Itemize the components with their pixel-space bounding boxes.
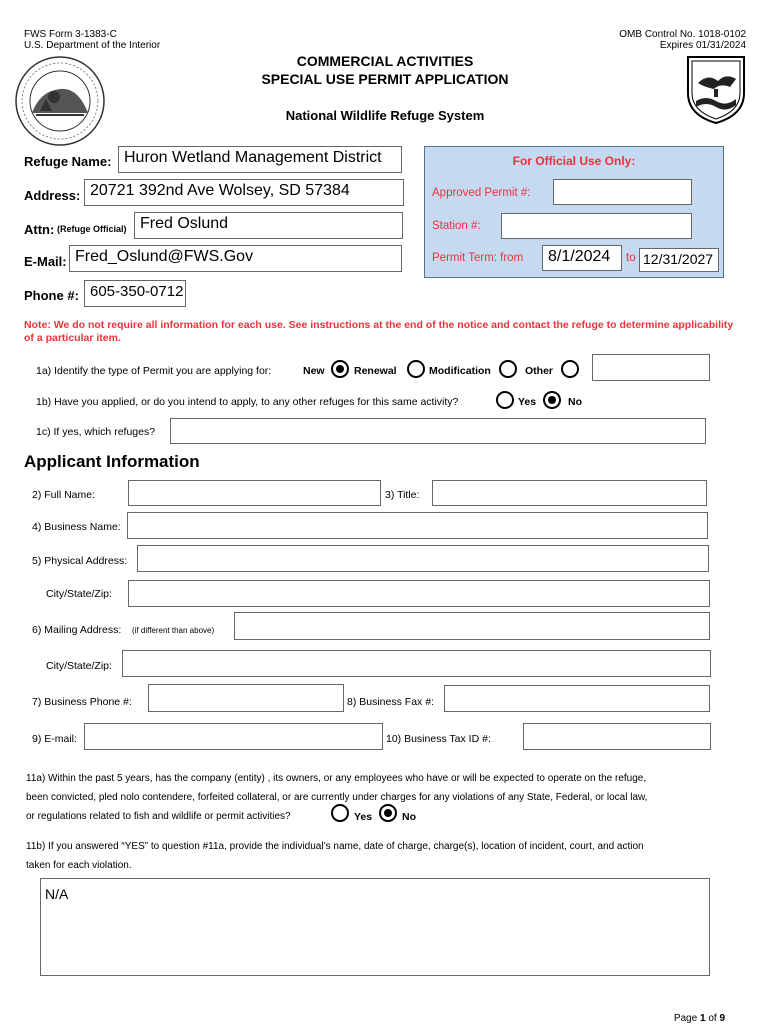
tax-id-label: 10) Business Tax ID #: <box>386 733 491 745</box>
refuge-name-input[interactable] <box>118 146 402 173</box>
instructions-note: Note: We do not require all information for each use. See instructions at the end of the notice and contact the refuge to determine applicability of a particular item. <box>24 319 734 344</box>
full-name-input[interactable] <box>128 480 381 506</box>
q1b-label: 1b) Have you applied, or do you intend to apply, to any other refuges for this same activity? <box>36 396 459 408</box>
email-value: Fred_Oslund@FWS.Gov <box>75 248 254 265</box>
phone-value: 605-350-0712 <box>90 283 184 300</box>
mailing-city-label: City/State/Zip: <box>46 660 112 672</box>
station-input[interactable] <box>501 213 692 239</box>
form-subtitle: National Wildlife Refuge System <box>285 108 485 123</box>
business-email-label: 9) E-mail: <box>32 733 77 745</box>
q11a-line2: been convicted, pled nolo contendere, forfeited collateral, or are currently under charges for any violations of any State, Federal, or local law, <box>26 792 648 803</box>
q1a-other-input[interactable] <box>592 354 710 381</box>
phone-label: Phone #: <box>24 288 79 303</box>
mailing-address-note: (if different than above) <box>132 626 215 635</box>
approved-permit-label: Approved Permit #: <box>432 187 531 199</box>
refuge-name-value: Huron Wetland Management District <box>124 149 382 166</box>
full-name-label: 2) Full Name: <box>32 489 96 501</box>
address-value: 20721 392nd Ave Wolsey, SD 57384 <box>90 182 350 199</box>
business-phone-label: 7) Business Phone #: <box>32 696 132 708</box>
mailing-address-label: 6) Mailing Address: <box>32 624 122 636</box>
q11a-no-label: No <box>402 811 416 823</box>
department-name: U.S. Department of the Interior <box>24 40 161 51</box>
refuge-name-label: Refuge Name: <box>24 154 112 169</box>
form-title-line2: SPECIAL USE PERMIT APPLICATION <box>261 71 509 87</box>
q1b-radio-no[interactable] <box>543 391 561 409</box>
title-input[interactable] <box>432 480 707 506</box>
physical-city-input[interactable] <box>128 580 710 607</box>
q1b-yes-label: Yes <box>518 396 537 408</box>
attn-value: Fred Oslund <box>140 215 229 232</box>
permit-term-to-label: to <box>626 252 636 264</box>
business-phone-input[interactable] <box>148 684 344 712</box>
physical-address-input[interactable] <box>137 545 709 572</box>
permit-term-from: 8/1/2024 <box>548 248 611 265</box>
q11b-details-textarea[interactable] <box>40 878 710 976</box>
station-label: Station #: <box>432 220 481 232</box>
business-name-input[interactable] <box>127 512 708 539</box>
permit-term-label: Permit Term: from <box>432 252 524 264</box>
q11a-radio-no[interactable] <box>379 804 397 822</box>
attn-sublabel: (Refuge Official) <box>57 224 127 234</box>
address-input[interactable] <box>84 179 404 206</box>
official-use-box <box>424 146 724 278</box>
title-label: 3) Title: <box>385 489 420 501</box>
q1a-radio-modification[interactable] <box>499 360 517 378</box>
permit-term-to-input[interactable] <box>639 248 719 272</box>
q11b-details-value: N/A <box>45 886 69 902</box>
attn-input[interactable] <box>134 212 403 239</box>
physical-city-label: City/State/Zip: <box>46 588 112 600</box>
mailing-address-input[interactable] <box>234 612 710 640</box>
fws-shield-logo <box>684 53 748 125</box>
q11a-radio-yes[interactable] <box>331 804 349 822</box>
omb-control-number: OMB Control No. 1018-0102 <box>619 29 746 40</box>
form-title-line1: COMMERCIAL ACTIVITIES <box>296 53 474 69</box>
q1c-label: 1c) If yes, which refuges? <box>36 426 156 438</box>
phone-input[interactable] <box>84 280 186 307</box>
q11b-line2: taken for each violation. <box>26 860 132 871</box>
q1a-radio-renewal[interactable] <box>407 360 425 378</box>
q11a-line3: or regulations related to fish and wildlife or permit activities? <box>26 811 291 822</box>
q11a-yes-label: Yes <box>354 811 373 823</box>
email-input[interactable] <box>69 245 402 272</box>
tax-id-input[interactable] <box>523 723 711 750</box>
q1c-refuges-input[interactable] <box>170 418 706 444</box>
mailing-city-input[interactable] <box>122 650 711 677</box>
address-label: Address: <box>24 188 81 203</box>
official-use-title: For Official Use Only: <box>512 154 636 168</box>
business-email-input[interactable] <box>84 723 383 750</box>
q1a-radio-other[interactable] <box>561 360 579 378</box>
page-number: Page 1 of 9 <box>673 1013 725 1024</box>
q1b-radio-yes[interactable] <box>496 391 514 409</box>
permit-term-to: 12/31/2027 <box>643 251 714 267</box>
q1a-option-renewal-label: Renewal <box>354 365 397 377</box>
permit-term-from-input[interactable] <box>542 245 622 271</box>
q1a-option-other-label: Other <box>525 365 554 377</box>
expiration-date: Expires 01/31/2024 <box>659 40 746 51</box>
q11a-line1: 11a) Within the past 5 years, has the company (entity) , its owners, or any employees who have or will be expected to operate on the refuge, <box>26 773 647 784</box>
q1b-no-label: No <box>568 396 582 408</box>
email-label: E-Mail: <box>24 254 67 269</box>
form-number: FWS Form 3-1383-C <box>24 29 117 40</box>
business-fax-input[interactable] <box>444 685 710 712</box>
q1a-radio-new[interactable] <box>331 360 349 378</box>
physical-address-label: 5) Physical Address: <box>32 555 128 567</box>
q1a-label: 1a) Identify the type of Permit you are applying for: <box>36 365 272 377</box>
applicant-info-heading: Applicant Information <box>24 452 200 471</box>
business-fax-label: 8) Business Fax #: <box>347 696 434 708</box>
business-name-label: 4) Business Name: <box>32 521 121 533</box>
approved-permit-input[interactable] <box>553 179 692 205</box>
q11b-line1: 11b) If you answered “YES” to question #11a, provide the individual’s name, date of charge, charge(s), location of incident, court, and action <box>26 841 644 852</box>
attn-label: Attn: <box>24 222 55 237</box>
q1a-option-new-label: New <box>303 365 325 377</box>
q1a-option-modification-label: Modification <box>429 365 491 377</box>
